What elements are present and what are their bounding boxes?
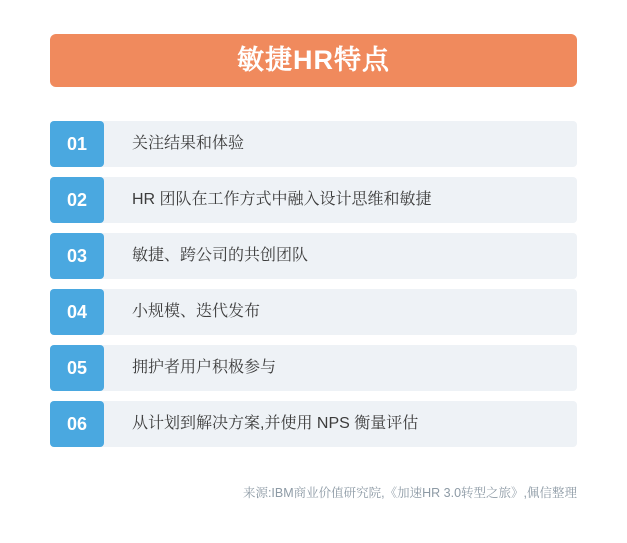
item-number-badge xyxy=(50,345,104,391)
list-item xyxy=(50,233,577,279)
row-background xyxy=(50,345,577,391)
item-number-badge xyxy=(50,121,104,167)
item-number: 01 xyxy=(66,134,88,154)
item-number-badge xyxy=(50,401,104,447)
item-number-badge xyxy=(50,177,104,223)
title-banner xyxy=(50,34,577,87)
item-number: 02 xyxy=(66,190,88,210)
list-item xyxy=(50,345,577,391)
source-note: 来源:IBM商业价值研究院,《加速HR 3.0转型之旅》,佩信整理 xyxy=(242,485,577,500)
row-background xyxy=(50,289,577,335)
item-label: 从计划到解决方案,并使用 NPS 衡量评估 xyxy=(132,415,419,433)
item-number: 05 xyxy=(66,358,88,378)
item-label: HR 团队在工作方式中融入设计思维和敏捷 xyxy=(132,191,432,209)
item-label: 关注结果和体验 xyxy=(132,135,245,153)
page-title: 敏捷HR特点 xyxy=(237,45,390,75)
item-label: 拥护者用户积极参与 xyxy=(132,359,277,377)
row-background xyxy=(50,233,577,279)
item-number: 04 xyxy=(66,302,88,322)
item-number: 03 xyxy=(66,246,88,266)
feature-list xyxy=(50,121,577,457)
list-item xyxy=(50,121,577,167)
row-background xyxy=(50,121,577,167)
item-label: 小规模、迭代发布 xyxy=(132,303,261,321)
list-item xyxy=(50,177,577,223)
item-number-badge xyxy=(50,233,104,279)
item-number: 06 xyxy=(66,414,88,434)
item-label: 敏捷、跨公司的共创团队 xyxy=(132,247,309,265)
list-item xyxy=(50,401,577,447)
list-item xyxy=(50,289,577,335)
item-number-badge xyxy=(50,289,104,335)
